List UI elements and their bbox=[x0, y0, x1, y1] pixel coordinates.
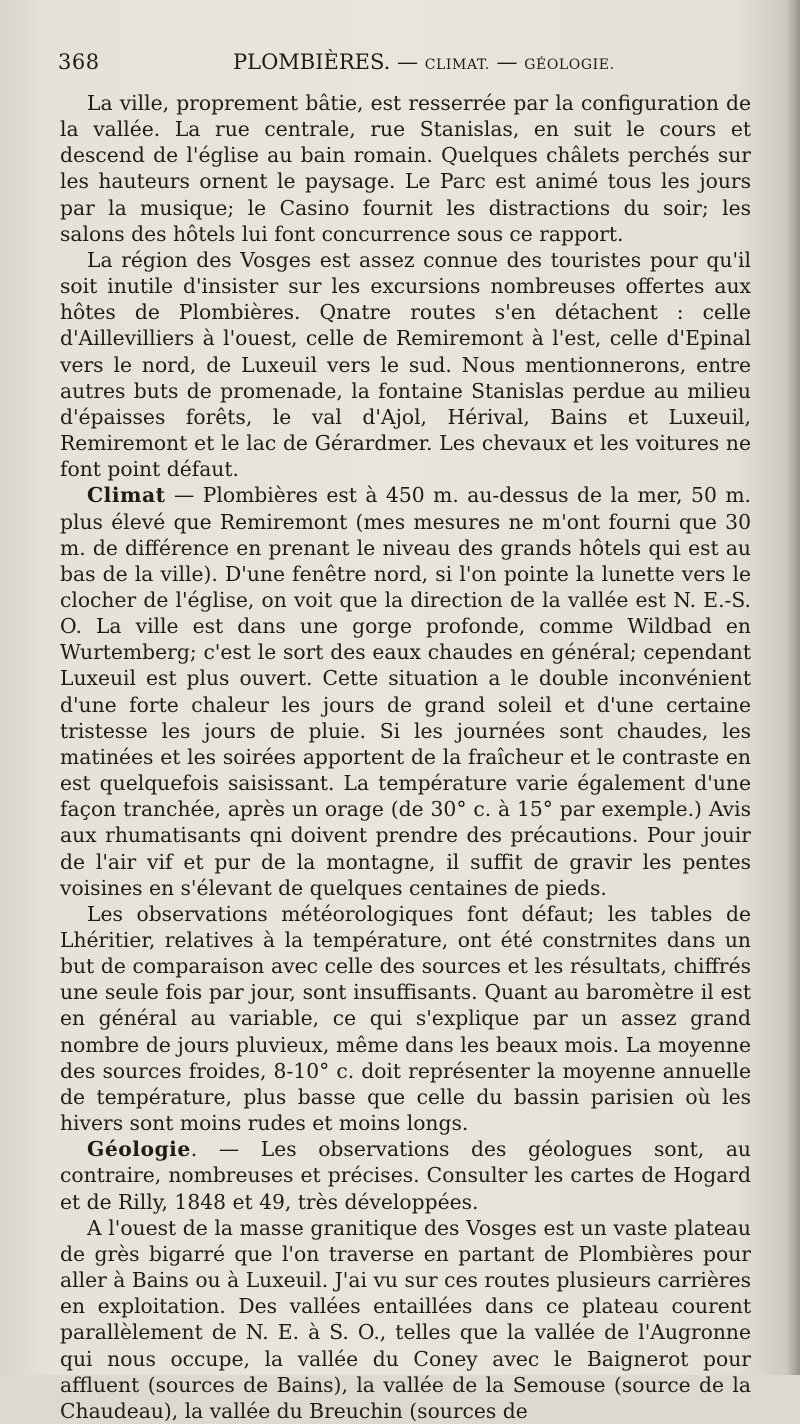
paragraph-climat bbox=[60, 482, 751, 901]
paragraph-observations bbox=[60, 901, 751, 1136]
paragraph-text: La région des Vosges est assez connue des touristes pour qu'il soit inutile d'insister sur les excursions nombreuses offertes aux hôtes de Plombières. Qnatre routes s'en détachent : celle d'Aillevilliers à l'ouest, celle de Remiremont à l'est, celle d'Epinal vers le nord, de Luxeuil vers le sud. Nous mentionnerons, entre autres buts de promenade, la fontaine Stanislas perdue au milieu d'épaisses forêts, le val d'Ajol, Hérival, Bains et Luxeuil, Remiremont et le lac de Gérardmer. Les chevaux et les voitures ne font point défaut. bbox=[60, 247, 751, 482]
paragraph-plateau bbox=[60, 1215, 751, 1424]
paragraph-excursions bbox=[60, 247, 751, 482]
section-geologie: GÉOLOGIE. bbox=[524, 57, 615, 73]
page-edge-shadow bbox=[786, 0, 800, 1375]
paragraph-text: Les observations météorologiques font défaut; les tables de Lhéritier, relatives à la température, ont été constrnites dans un but de comparaison avec celle des sources et les résultats, chiffrés une seule fois par jour, sont insuffisants. Quant au baromètre il est en général au variable, ce qui s'explique par un assez grand nombre de jours pluvieux, même dans les beaux mois. La moyenne des sources froides, 8-10° c. doit représenter la moyenne annuelle de température, plus basse que celle du bassin parisien où les hivers sont moins rudes et moins longs. bbox=[60, 901, 751, 1136]
body-text bbox=[60, 90, 751, 1424]
paragraph-geologie bbox=[60, 1136, 751, 1214]
paragraph-text: La ville, proprement bâtie, est resserrée par la configuration de la vallée. La rue centrale, rue Stanislas, en suit le cours et descend de l'église au bain romain. Quelques châlets perchés sur les hauteurs ornent le paysage. Le Parc est animé tous les jours par la musique; le Casino fournit les distractions du soir; les salons des hôtels lui font concurrence sous ce rapport. bbox=[60, 91, 751, 246]
running-header bbox=[58, 50, 748, 82]
section-heading-climat: Climat bbox=[87, 483, 166, 508]
paragraph-text: . — Les observations des géologues sont, au contraire, nombreuses et précises. Consulter les cartes de Hogard et de Rilly, 1848 et 49, très développées. bbox=[60, 1137, 751, 1214]
running-title: PLOMBIÈRES. bbox=[233, 50, 391, 74]
page-number: 368 bbox=[58, 50, 100, 74]
paragraph-text: A l'ouest de la masse granitique des Vosges est un vaste plateau de grès bigarré que l'on traverse en partant de Plombières pour aller à Bains ou à Luxeuil. J'ai vu sur ces routes plusieurs carrières en exploitation. Des vallées entaillées dans ce plateau courent parallèlement de N. E. à S. O., telles que la vallée de l'Augronne qui nous occupe, la vallée du Coney avec le Baignerot pour affluent (sources de Bains), la vallée de la Semouse (source de la Chaudeau), la vallée du Breuchin (sources de bbox=[60, 1215, 751, 1423]
running-head bbox=[233, 50, 615, 74]
section-climat: CLIMAT. bbox=[424, 57, 490, 73]
section-heading-geologie: Géologie bbox=[87, 1137, 191, 1162]
header-dash: — bbox=[397, 50, 418, 74]
paragraph-text: — Plombières est à 450 m. au-dessus de la mer, 50 m. plus élevé que Remiremont (mes mesures ne m'ont fourni que 30 m. de différence en prenant le niveau des grands hôtels qui est au bas de la ville). D'une fenêtre nord, si l'on pointe la lunette vers le clocher de l'église, on voit que la direction de la vallée est N. E.-S. O. La ville est dans une gorge profonde, comme Wildbad en Wurtemberg; c'est le sort des eaux chaudes en général; cependant Luxeuil est plus ouvert. Cette situation a le double inconvénient d'une forte chaleur les jours de grand soleil et d'une certaine tristesse les jours de pluie. Si les journées sont chaudes, les matinées et les soirées apportent de la fraîcheur et le contraste en est quelquefois saisissant. La température varie également d'une façon tranchée, après un orage (de 30° c. à 15° par exemple.) Avis aux rhumatisants qni doivent prendre des précautions. Pour jouir de l'air vif et pur de la montagne, il suffit de gravir les pentes voisines en s'élevant de quelques centaines de pieds. bbox=[60, 483, 751, 900]
header-dash: — bbox=[496, 50, 518, 74]
paragraph-town bbox=[60, 90, 751, 247]
